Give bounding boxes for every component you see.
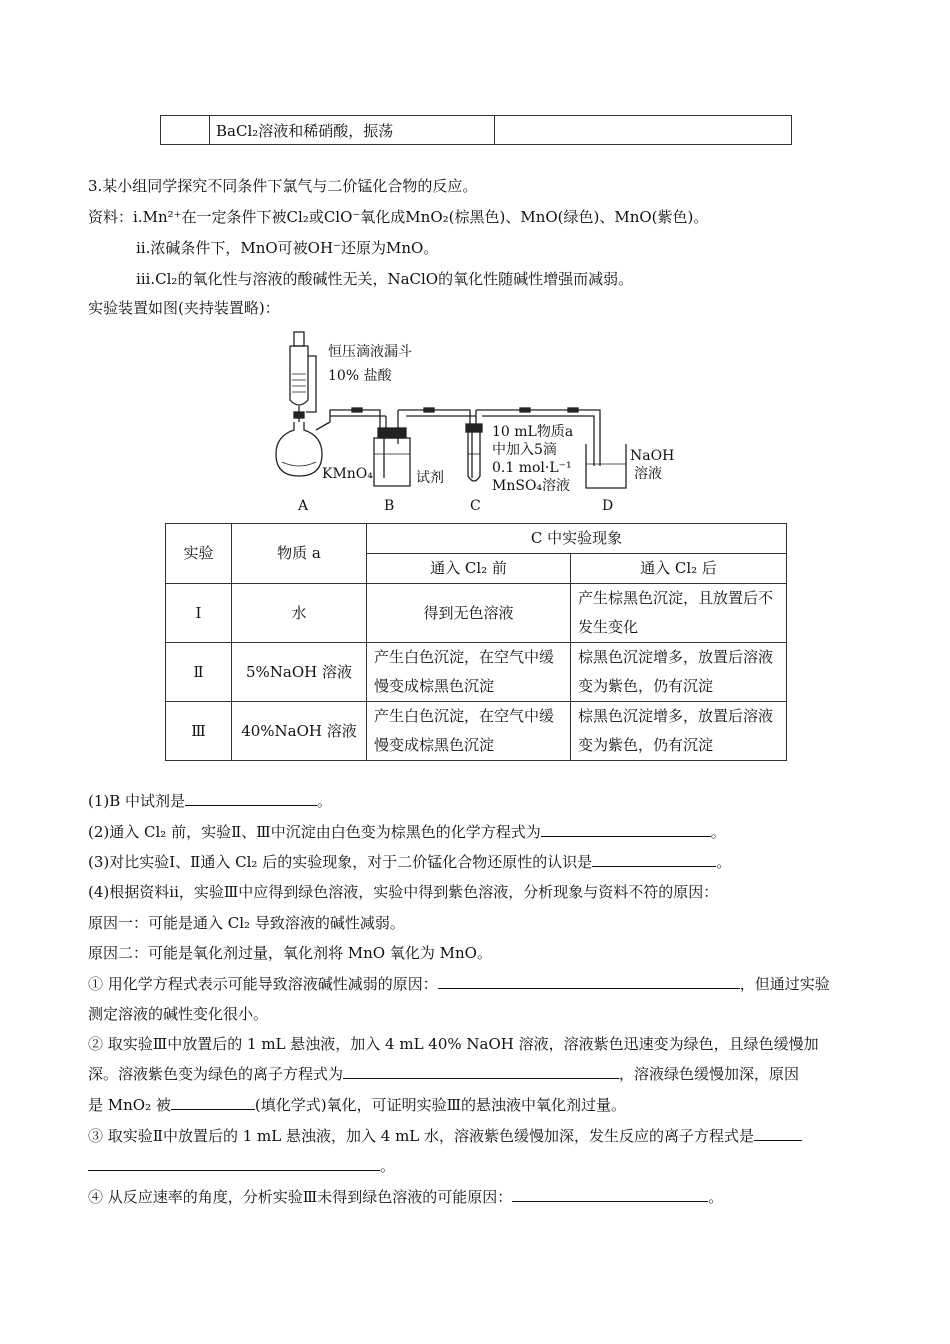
row-id: Ⅲ <box>166 702 232 761</box>
sub2-line: ② 取实验Ⅲ中放置后的 1 mL 悬浊液，加入 4 mL 40% NaOH 溶液，溶液紫色迅速变为绿色，且绿色缓慢加 <box>88 1035 819 1053</box>
sub2-tail-b: (填化学式)氧化，可证明实验Ⅲ的悬浊液中氧化剂过量。 <box>254 1096 627 1114</box>
sub1-line <box>88 973 830 995</box>
sub2-text-b: 是 MnO₂ 被 <box>88 1096 171 1114</box>
beaker-icon <box>586 444 626 488</box>
row-id: Ⅰ <box>166 584 232 643</box>
row-substance: 40%NaOH 溶液 <box>232 702 367 761</box>
q1-line <box>88 790 332 812</box>
apparatus-intro: 实验装置如图(夹持装置略)： <box>88 299 280 317</box>
table-row <box>166 584 787 643</box>
sub2-formula-blank[interactable] <box>171 1094 255 1110</box>
test-tube-icon <box>466 410 482 481</box>
row-before: 产生白色沉淀，在空气中缓慢变成棕黑色沉淀 <box>367 702 571 761</box>
naoh-label-1: NaOH <box>630 448 675 464</box>
table-row <box>166 702 787 761</box>
row-before: 得到无色溶液 <box>367 584 571 643</box>
sub3-line <box>88 1125 802 1147</box>
letter-b: B <box>384 498 395 514</box>
q3-answer-blank[interactable] <box>592 851 716 867</box>
q3-line <box>88 851 731 873</box>
header-substance: 物质 a <box>232 524 367 584</box>
row-id: Ⅱ <box>166 643 232 702</box>
sub3-period: 。 <box>380 1157 396 1175</box>
row-after: 棕黑色沉淀增多，放置后溶液变为紫色，仍有沉淀 <box>571 643 787 702</box>
reference-i <box>88 206 708 228</box>
sub2-line-2 <box>88 1063 799 1085</box>
sub4-answer-blank[interactable] <box>512 1186 708 1202</box>
row-after: 产生棕黑色沉淀，且放置后不发生变化 <box>571 584 787 643</box>
sub1-answer-blank[interactable] <box>438 973 740 989</box>
top-table-cell-reagent: BaCl₂溶液和稀硝酸，振荡 <box>210 116 495 145</box>
reference-label: 资料： <box>88 208 134 226</box>
sub2-answer-blank[interactable] <box>343 1063 619 1079</box>
experiment-table <box>165 523 787 761</box>
row-after: 棕黑色沉淀增多，放置后溶液变为紫色，仍有沉淀 <box>571 702 787 761</box>
q2-period: 。 <box>710 823 726 841</box>
naoh-label-2: 溶液 <box>634 466 662 482</box>
dropping-funnel-icon <box>290 332 316 422</box>
reference-iii: ⅲ.Cl₂的氧化性与溶液的酸碱性无关，NaClO的氧化性随碱性增强而减弱。 <box>136 270 634 288</box>
sub3-answer-blank[interactable] <box>754 1125 802 1141</box>
reason-2: 原因二：可能是氧化剂过量，氧化剂将 MnO 氧化为 MnO。 <box>88 944 492 962</box>
sub2-text: 深。溶液紫色变为绿色的离子方程式为 <box>88 1065 344 1083</box>
apparatus-diagram <box>270 326 690 518</box>
q3-period: 。 <box>716 853 732 871</box>
header-phenomenon: C 中实验现象 <box>367 524 787 554</box>
sub1-line-2: 测定溶液的碱性变化很小。 <box>88 1005 269 1023</box>
sub3-answer-blank-2[interactable] <box>88 1155 380 1171</box>
row-before: 产生白色沉淀，在空气中缓慢变成棕黑色沉淀 <box>367 643 571 702</box>
q4-line: (4)根据资料ⅱ，实验Ⅲ中应得到绿色溶液，实验中得到紫色溶液，分析现象与资料不符的原因： <box>88 883 719 901</box>
letter-a: A <box>298 498 309 514</box>
header-before: 通入 Cl₂ 前 <box>367 554 571 584</box>
q2-answer-blank[interactable] <box>541 821 711 837</box>
sub1-text: ① 用化学方程式表示可能导致溶液碱性减弱的原因： <box>88 975 438 993</box>
q2-line <box>88 821 726 843</box>
c-label-4: MnSO₄溶液 <box>492 478 571 494</box>
sub4-line <box>88 1186 723 1208</box>
sub2-tail: ，溶液绿色缓慢加深，原因 <box>619 1065 800 1083</box>
q1-period: 。 <box>317 792 333 810</box>
sub3-line-2 <box>88 1155 395 1177</box>
c-label-3: 0.1 mol·L⁻¹ <box>492 460 572 476</box>
q2-text: (2)通入 Cl₂ 前，实验Ⅱ、Ⅲ中沉淀由白色变为棕黑色的化学方程式为 <box>88 823 541 841</box>
funnel-label: 恒压滴液漏斗 <box>328 344 412 360</box>
row-substance: 水 <box>232 584 367 643</box>
letter-d: D <box>602 498 614 514</box>
q1-answer-blank[interactable] <box>185 790 317 806</box>
sub4-period: 。 <box>708 1188 724 1206</box>
row-substance: 5%NaOH 溶液 <box>232 643 367 702</box>
q1-text: (1)B 中试剂是 <box>88 792 186 810</box>
reason-1: 原因一：可能是通入 Cl₂ 导致溶液的碱性减弱。 <box>88 914 405 932</box>
kmno4-label: KMnO₄ <box>322 466 373 482</box>
sub4-text: ④ 从反应速率的角度，分析实验Ⅲ未得到绿色溶液的可能原因： <box>88 1188 513 1206</box>
sub3-text: ③ 取实验Ⅱ中放置后的 1 mL 悬浊液，加入 4 mL 水，溶液紫色缓慢加深，发生反应的离子方程式是 <box>88 1127 755 1145</box>
sub2-line-3 <box>88 1094 626 1116</box>
table-row <box>166 643 787 702</box>
top-table-cell-blank <box>495 116 792 145</box>
question-intro: 3.某小组同学探究不同条件下氯气与二价锰化合物的反应。 <box>88 177 478 195</box>
reference-ii: ⅱ.浓碱条件下，MnO可被OH⁻还原为MnO。 <box>136 239 439 257</box>
reference-i-text: ⅰ.Mn²⁺在一定条件下被Cl₂或ClO⁻氧化成MnO₂(棕黑色)、MnO(绿色)、MnO(紫色)。 <box>133 208 709 226</box>
letter-c: C <box>470 498 481 514</box>
reagent-label: 试剂 <box>416 470 444 486</box>
top-table-cell-empty <box>161 116 210 145</box>
c-label-2: 中加入5滴 <box>492 442 557 458</box>
c-label-1: 10 mL物质a <box>492 424 574 440</box>
header-experiment: 实验 <box>166 524 232 584</box>
q3-text: (3)对比实验Ⅰ、Ⅱ通入 Cl₂ 后的实验现象，对于二价锰化合物还原性的认识是 <box>88 853 593 871</box>
acid-label: 10% 盐酸 <box>328 368 392 384</box>
header-after: 通入 Cl₂ 后 <box>571 554 787 584</box>
top-table <box>160 115 792 145</box>
sub1-tail: ，但通过实验 <box>739 975 830 993</box>
